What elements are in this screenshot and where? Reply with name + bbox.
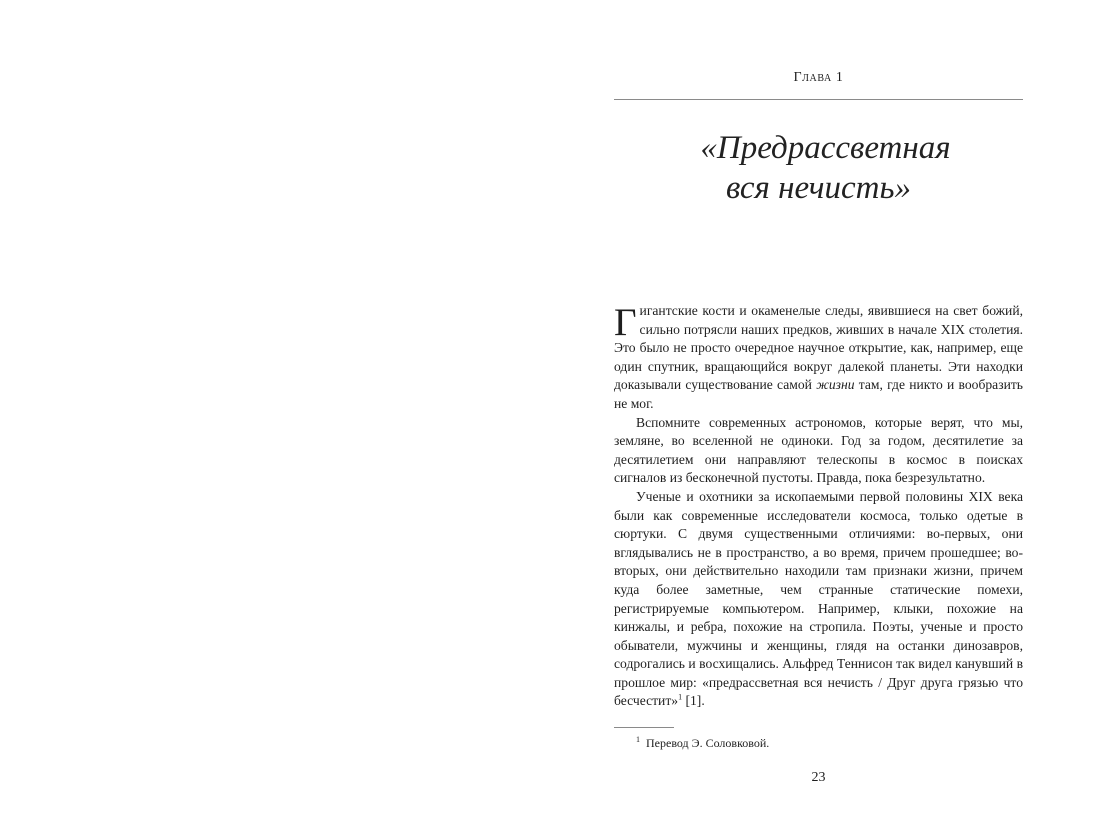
paragraph-2: Вспомните современных астрономов, которые верят, что мы, земляне, во вселенной не одиноки. Год за годом, десятилетие за десятилетием они направляют телескопы в космос в поисках сигналов из бесконечной пустоты. Правда, пока безрезультатно. (614, 414, 1023, 486)
chapter-title-line-1: «Предрассветная (700, 130, 951, 166)
paragraph-3-text-b: [1]. (682, 693, 705, 709)
paragraph-1-emphasis: жизни (816, 377, 855, 393)
paragraph-1-text-a: игантские кости и окаменелые следы, явившиеся на свет божий, сильно потрясли наших предков, живших в начале XIX столетия. Это было не просто очередное научное открытие, как, например, еще один спутник, вращающийся вокруг далекой планеты. Эти находки доказывали существование самой (614, 303, 1023, 393)
paragraph-1 (614, 302, 1023, 414)
paragraph-1-text-b: там, где никто и вообразить не мог. (614, 377, 1023, 411)
paragraph-3-text-a: Ученые и охотники за ископаемыми первой половины XIX века были как современные исследователи космоса, только одетые в сюртуки. С двумя существенными отличиями: во-первых, они вглядывались не в пространство, а во время, причем прошедшее; во-вторых, они действительно находили там признаки жизни, причем куда более заметные, чем странные статические помехи, регистрируемые компьютером. Например, клыки, похожие на кинжалы, и ребра, похожие на стропила. Поэты, ученые и просто обыватели, мужчины и женщины, глядя на останки динозавров, содрогались и восхищались. Альфред Теннисон так видел канувший в прошлое мир: «предрассветная вся нечисть / Друг друга грязью что бесчестит» (614, 488, 1023, 709)
page-number: 23 (811, 770, 826, 785)
footnote-mark: 1 (636, 735, 640, 744)
footnote (636, 732, 1016, 751)
running-head: Глава 1 (793, 70, 844, 85)
running-head-rule (614, 99, 1023, 100)
footnote-rule (614, 727, 674, 728)
paragraph-3 (614, 488, 1023, 711)
right-page (550, 0, 1100, 825)
chapter-title (614, 128, 1023, 208)
footnote-text: Перевод Э. Соловковой. (646, 736, 770, 750)
footnote-reference: 1 (678, 692, 683, 702)
chapter-title-line-2: вся нечисть» (726, 170, 911, 206)
body-text (614, 302, 1023, 711)
drop-cap: Г (614, 301, 637, 344)
